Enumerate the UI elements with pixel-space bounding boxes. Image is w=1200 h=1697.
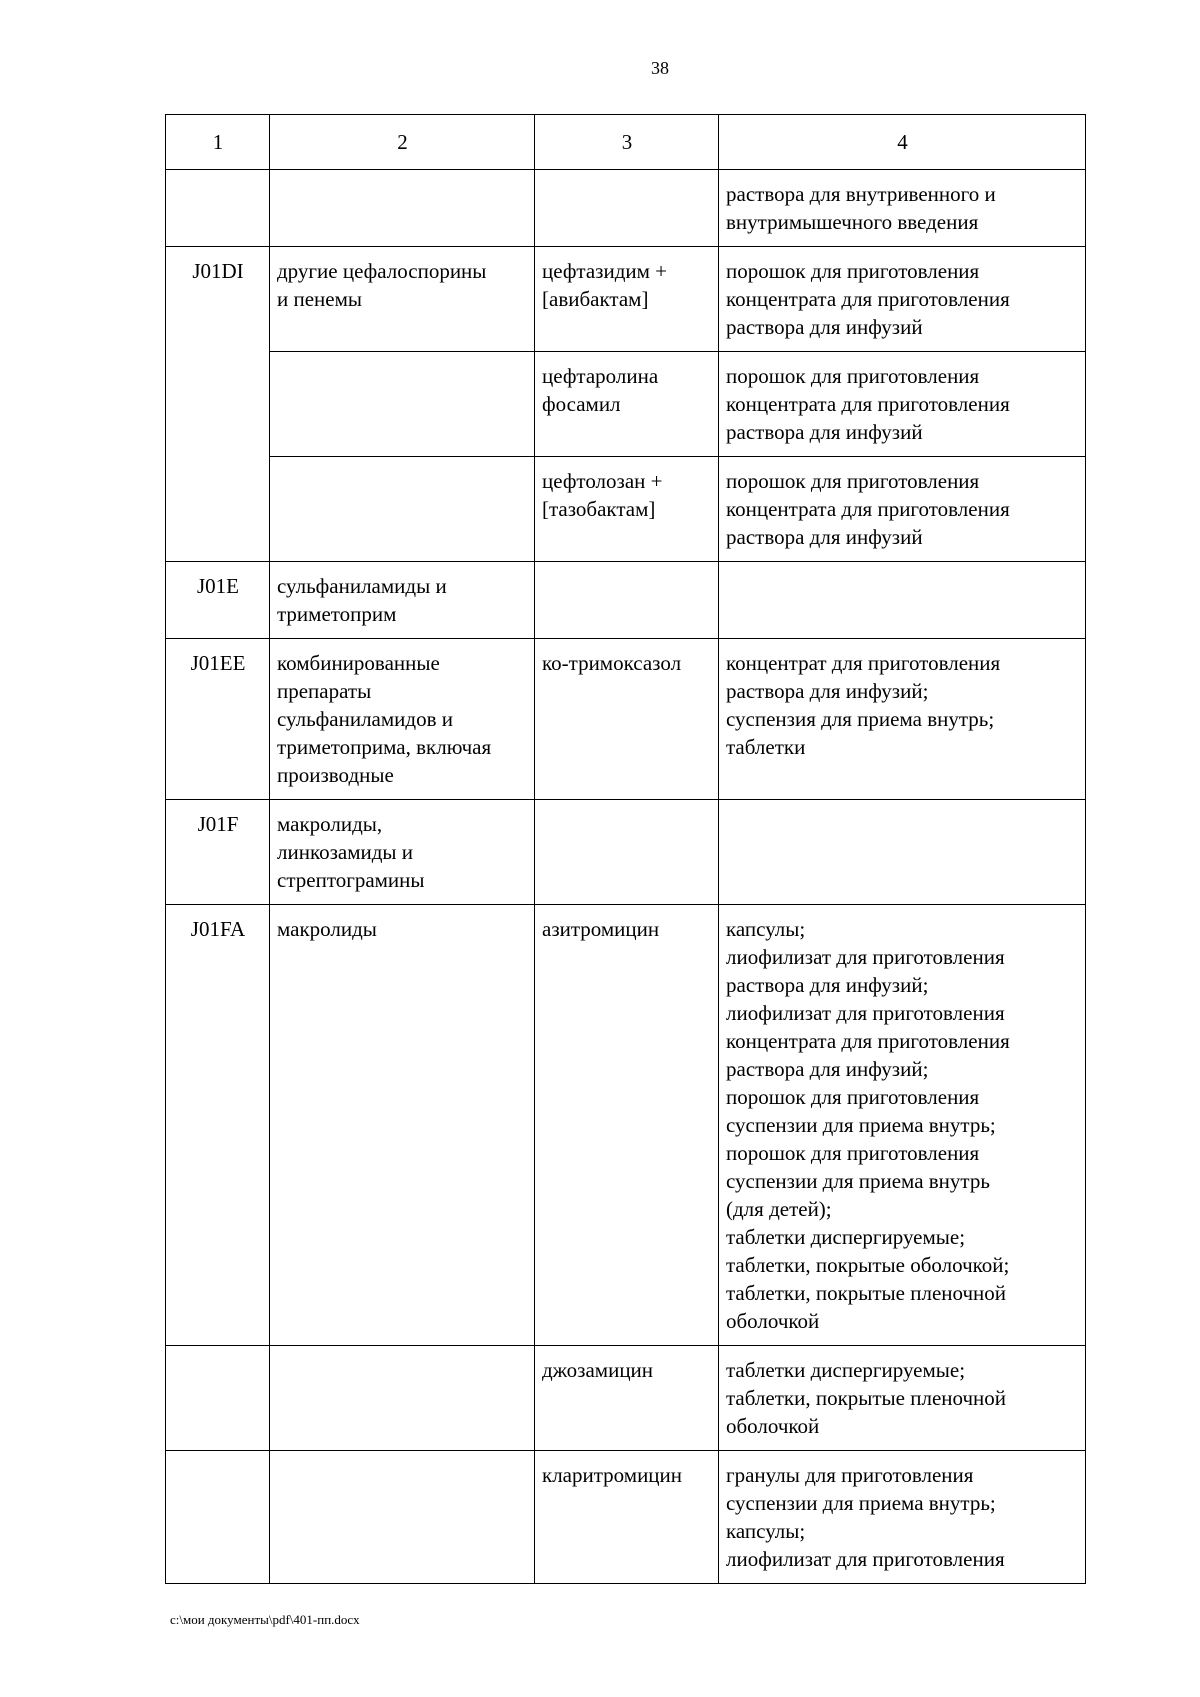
anatomical-group-cell [270,457,535,562]
dosage-form-cell-line: порошок для приготовления [726,1085,980,1109]
table-row [166,562,1086,639]
anatomical-group-cell [270,639,535,800]
table-row [166,352,1086,457]
anatomical-group-cell-line: производные [277,763,394,787]
dosage-form-cell-line: раствора для инфузий; [726,973,929,997]
table-row [166,457,1086,562]
drug-name-cell [535,800,719,905]
dosage-form-cell [719,457,1086,562]
drug-table [165,114,1086,1584]
dosage-form-cell-line: концентрата для приготовления [726,392,1010,416]
atc-code-cell [166,170,270,247]
table-row [166,247,1086,352]
dosage-form-cell-line: суспензии для приема внутрь [726,1169,990,1193]
drug-name-cell [535,352,719,457]
dosage-form-cell [719,800,1086,905]
dosage-form-cell-line: концентрат для приготовления [726,651,1001,675]
dosage-form-cell-line: капсулы; [726,917,806,941]
drug-name-cell [535,905,719,1346]
dosage-form-cell-line: концентрата для приготовления [726,497,1010,521]
dosage-form-cell [719,247,1086,352]
dosage-form-cell [719,562,1086,639]
drug-name-cell [535,457,719,562]
dosage-form-cell-line: раствора для инфузий [726,315,923,339]
drug-name-cell-line: [тазобактам] [542,497,656,521]
dosage-form-cell [719,1346,1086,1451]
dosage-form-cell-line: порошок для приготовления [726,259,980,283]
dosage-form-cell [719,352,1086,457]
anatomical-group-cell [270,352,535,457]
column-header-4: 4 [719,115,1086,170]
anatomical-group-cell [270,905,535,1346]
dosage-form-cell-line: капсулы; [726,1519,806,1543]
dosage-form-cell-line: лиофилизат для приготовления [726,1001,1005,1025]
drug-name-cell-line: цефтаролина [542,364,659,388]
anatomical-group-cell [270,247,535,352]
table-row [166,1346,1086,1451]
anatomical-group-cell-line: триметоприма, включая [277,735,492,759]
atc-code-cell: J01DI [166,247,270,562]
anatomical-group-cell-line: макролиды [277,917,377,941]
drug-name-cell [535,1451,719,1584]
drug-name-cell-line: ко-тримоксазол [542,651,682,675]
dosage-form-cell [719,905,1086,1346]
drug-name-cell-line: кларитромицин [542,1463,683,1487]
page-number: 38 [651,58,669,78]
atc-code-cell: J01FA [166,905,270,1346]
drug-name-cell [535,562,719,639]
dosage-form-cell-line: таблетки [726,735,806,759]
atc-code-cell: J01F [166,800,270,905]
anatomical-group-cell-line: комбинированные [277,651,440,675]
anatomical-group-cell [270,562,535,639]
dosage-form-cell-line: таблетки, покрытые оболочкой; [726,1253,1010,1277]
drug-name-cell [535,639,719,800]
dosage-form-cell-line: концентрата для приготовления [726,287,1010,311]
footer-file-path: c:\мои документы\pdf\401-пп.docx [170,1612,360,1627]
dosage-form-cell-line: раствора для внутривенного и [726,182,996,206]
atc-code-cell [166,1451,270,1584]
drug-name-cell-line: джозамицин [542,1358,654,1382]
dosage-form-cell-line: таблетки, покрытые пленочной [726,1386,1007,1410]
dosage-form-cell-line: гранулы для приготовления [726,1463,974,1487]
atc-code-cell: J01EE [166,639,270,800]
table-row [166,905,1086,1346]
column-header-2: 2 [270,115,535,170]
drug-name-cell-line: фосамил [542,392,621,416]
dosage-form-cell-line: (для детей); [726,1197,832,1221]
dosage-form-cell-line: раствора для инфузий [726,420,923,444]
dosage-form-cell-line: лиофилизат для приготовления [726,1547,1005,1571]
anatomical-group-cell [270,1346,535,1451]
drug-name-cell [535,1346,719,1451]
anatomical-group-cell-line: сульфаниламиды и [277,574,447,598]
drug-name-cell-line: [авибактам] [542,287,649,311]
anatomical-group-cell-line: линкозамиды и [277,840,414,864]
dosage-form-cell-line: суспензии для приема внутрь; [726,1491,996,1515]
dosage-form-cell-line: таблетки диспергируемые; [726,1358,966,1382]
table-body [166,170,1086,1584]
dosage-form-cell-line: внутримышечного введения [726,210,979,234]
drug-name-cell-line: цефтазидим + [542,259,668,283]
table-row [166,800,1086,905]
dosage-form-cell-line: оболочкой [726,1309,820,1333]
drug-name-cell [535,247,719,352]
drug-name-cell-line: цефтолозан + [542,469,663,493]
dosage-form-cell-line: раствора для инфузий; [726,679,929,703]
column-header-1: 1 [166,115,270,170]
drug-name-cell [535,170,719,247]
dosage-form-cell-line: таблетки, покрытые пленочной [726,1281,1007,1305]
anatomical-group-cell-line: стрептограмины [277,868,425,892]
dosage-form-cell [719,1451,1086,1584]
dosage-form-cell [719,170,1086,247]
dosage-form-cell [719,639,1086,800]
drug-name-cell-line: азитромицин [542,917,660,941]
dosage-form-cell-line: порошок для приготовления [726,364,980,388]
anatomical-group-cell [270,170,535,247]
anatomical-group-cell-line: макролиды, [277,812,383,836]
anatomical-group-cell-line: другие цефалоспорины [277,259,487,283]
dosage-form-cell-line: суспензия для приема внутрь; [726,707,995,731]
table-header-row [166,115,1086,170]
table-row [166,1451,1086,1584]
dosage-form-cell-line: порошок для приготовления [726,1141,980,1165]
dosage-form-cell-line: порошок для приготовления [726,469,980,493]
table-row [166,170,1086,247]
anatomical-group-cell-line: и пенемы [277,287,363,311]
dosage-form-cell-line: оболочкой [726,1414,820,1438]
anatomical-group-cell-line: препараты [277,679,372,703]
anatomical-group-cell-line: триметоприм [277,602,397,626]
dosage-form-cell-line: лиофилизат для приготовления [726,945,1005,969]
atc-code-cell: J01E [166,562,270,639]
anatomical-group-cell-line: сульфаниламидов и [277,707,453,731]
atc-code-cell [166,1346,270,1451]
anatomical-group-cell [270,1451,535,1584]
dosage-form-cell-line: концентрата для приготовления [726,1029,1010,1053]
dosage-form-cell-line: раствора для инфузий [726,525,923,549]
dosage-form-cell-line: раствора для инфузий; [726,1057,929,1081]
column-header-3: 3 [535,115,719,170]
table-row [166,639,1086,800]
dosage-form-cell-line: суспензии для приема внутрь; [726,1113,996,1137]
dosage-form-cell-line: таблетки диспергируемые; [726,1225,966,1249]
anatomical-group-cell [270,800,535,905]
